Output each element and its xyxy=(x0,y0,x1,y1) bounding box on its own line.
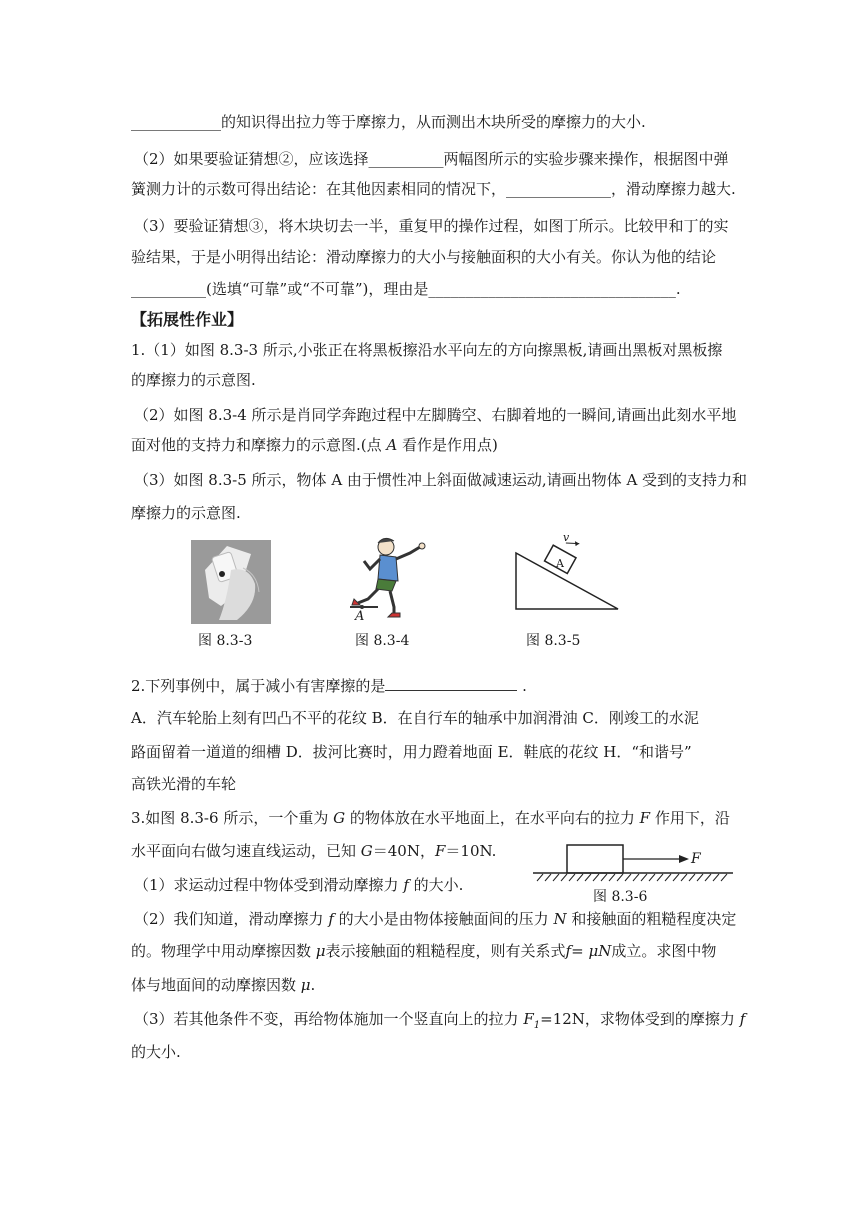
answer-blank[interactable] xyxy=(385,676,517,691)
eraser-hand-figure xyxy=(191,540,271,624)
text-line: 面对他的支持力和摩擦力的示意图.(点 A 看作是作用点) xyxy=(131,436,498,454)
text-line: 的。物理学中用动摩擦因数 μ表示接触面的粗糙程度，则有关系式f= μN成立。求图中物 xyxy=(131,942,717,960)
text-line: __________(选填“可靠”或“不可靠”)，理由是_________________________________. xyxy=(131,280,681,298)
text-line: 验结果，于是小明得出结论：滑动摩擦力的大小与接触面积的大小有关。你认为他的结论 xyxy=(131,248,717,266)
text-line: 高铁光滑的车轮 xyxy=(131,775,237,793)
figure-caption: 图 8.3-4 xyxy=(355,633,410,649)
text-line: 摩擦力的示意图. xyxy=(131,504,241,522)
text-line: A．汽车轮胎上刻有凹凸不平的花纹 B．在自行车的轴承中加润滑油 C．刚竣工的水泥 xyxy=(131,709,699,727)
velocity-label: v xyxy=(563,531,570,544)
block-label: A xyxy=(556,557,564,570)
section-title: 【拓展性作业】 xyxy=(131,310,244,329)
text-line: （3）要验证猜想③，将木块切去一半，重复甲的操作过程，如图丁所示。比较甲和丁的实 xyxy=(134,217,729,235)
text-line: 簧测力计的示数可得出结论：在其他因素相同的情况下，______________，滑动摩擦力越大. xyxy=(131,180,736,198)
text-line: ____________的知识得出拉力等于摩擦力，从而测出木块所受的摩擦力的大小. xyxy=(131,113,646,131)
block-force-figure xyxy=(533,843,733,885)
text-line: 1.（1）如图 8.3-3 所示,小张正在将黑板擦沿水平向左的方向擦黑板,请画出黑板对黑板擦 xyxy=(131,341,723,359)
text-line: 2.下列事例中，属于减小有害摩擦的是 . xyxy=(131,677,527,695)
point-label: A xyxy=(355,609,365,624)
text-line: （3）如图 8.3-5 所示，物体 A 由于惯性冲上斜面做减速运动,请画出物体 A 受到的支持力和 xyxy=(134,471,748,489)
text-line: （1）求运动过程中物体受到滑动摩擦力 f 的大小. xyxy=(134,876,464,894)
text-line: 体与地面间的动摩擦因数 μ. xyxy=(131,976,316,994)
text-line: （2）如图 8.3-4 所示是肖同学奔跑过程中左脚腾空、右脚着地的一瞬间,请画出此刻水平地 xyxy=(134,406,737,424)
text-line: 的摩擦力的示意图. xyxy=(131,371,256,389)
text-line: 路面留着一道道的细槽 D．拔河比赛时，用力蹬着地面 E．鞋底的花纹 H．“和谐号” xyxy=(131,743,692,761)
figure-caption: 图 8.3-3 xyxy=(198,633,253,649)
text-line: （3）若其他条件不变，再给物体施加一个竖直向上的拉力 $F_1=12N$，求物体受到的摩擦力 f xyxy=(134,1010,746,1031)
force-label: F xyxy=(691,851,701,867)
text-line: 3.如图 8.3-6 所示，一个重为 G 的物体放在水平地面上，在水平向右的拉力 F 作用下，沿 xyxy=(131,809,730,827)
figure-caption: 图 8.3-5 xyxy=(526,633,581,649)
text-line: 的大小. xyxy=(131,1043,181,1061)
figure-caption: 图 8.3-6 xyxy=(593,889,648,905)
incline-block-figure xyxy=(508,533,624,613)
text-line: 水平面向右做匀速直线运动，已知 G＝40N，F＝10N. xyxy=(131,842,497,860)
text-line: （2）如果要验证猜想②，应该选择__________两幅图所示的实验步骤来操作，根据图中弹 xyxy=(134,150,729,168)
text-line: （2）我们知道，滑动摩擦力 f 的大小是由物体接触面间的压力 N 和接触面的粗糙程度决定 xyxy=(134,910,737,928)
